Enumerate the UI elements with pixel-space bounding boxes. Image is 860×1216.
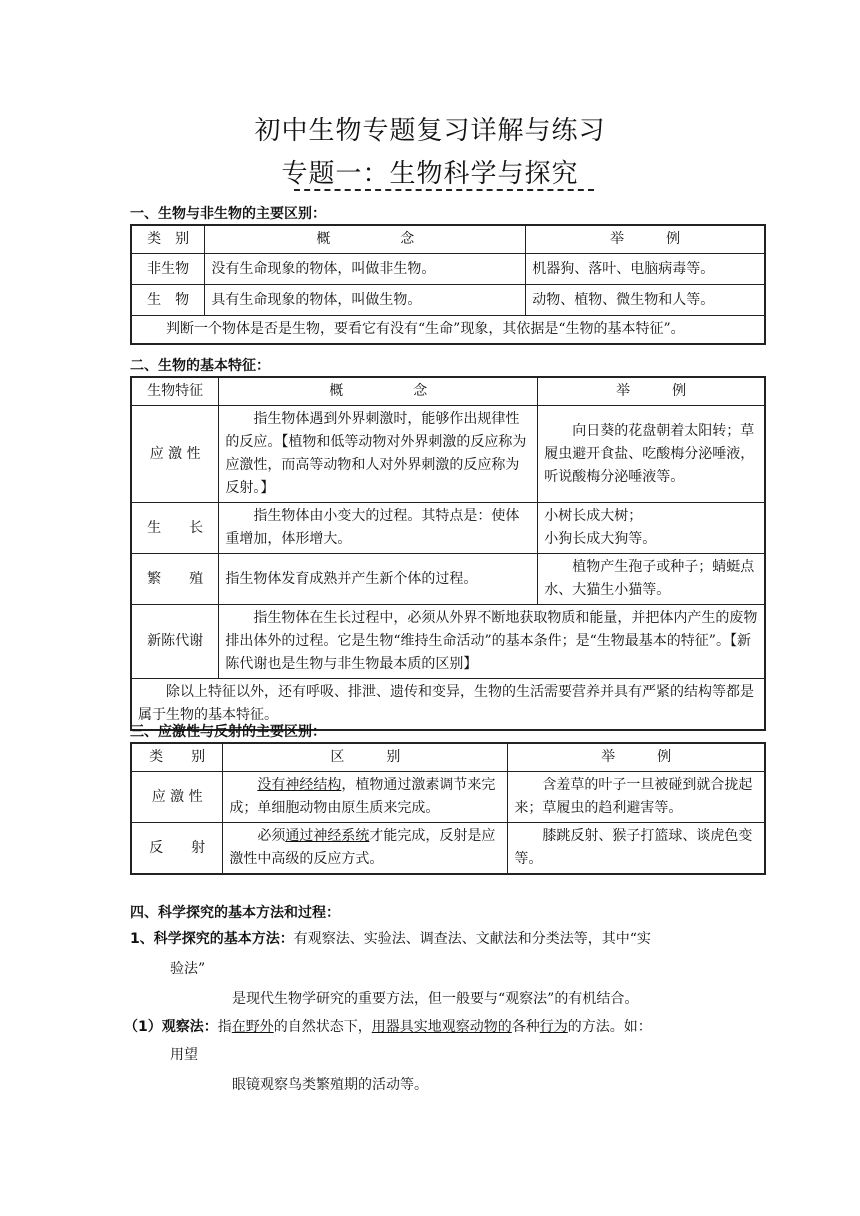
example-cell: 向日葵的花盘朝着太阳转；草履虫避开食盐、吃酸梅分泌唾液，听说酸梅分泌唾液等。 — [538, 406, 765, 503]
header-cell: 区 别 — [223, 743, 508, 772]
table-stress-vs-reflex — [130, 742, 766, 875]
table-row — [131, 605, 765, 679]
row-label: 繁 殖 — [131, 554, 219, 605]
underlined-term: 没有神经结构 — [257, 777, 342, 793]
difference-text: 才能完成，反射是应激性中高级的反应方式。 — [229, 828, 496, 867]
table-note-row — [131, 316, 765, 345]
underlined-term: 用器具实地观察动物的 — [371, 1019, 512, 1035]
concept-cell: 指生物体在生长过程中，必须从外界不断地获取物质和能量，并把体内产生的废物排出体外的过程。它是生物“维持生命活动”的基本条件；是“生物最基本的特征”。【新陈代谢也是生物与非生物最本质的区别】 — [219, 605, 765, 679]
row-label: 新陈代谢 — [131, 605, 219, 679]
difference-cell — [223, 772, 508, 823]
example-line: 小树长成大树； — [544, 508, 643, 524]
underlined-term: 在野外 — [231, 1019, 274, 1035]
note-cell: 判断一个物体是否是生物，要看它有没有“生命”现象，其依据是“生物的基本特征”。 — [131, 316, 765, 345]
header-cell: 举 例 — [526, 225, 765, 254]
section-4-heading: 四、科学探究的基本方法和过程： — [130, 905, 340, 921]
observation-continuation: 用望 — [170, 1047, 198, 1063]
document-title: 初中生物专题复习详解与练习 — [254, 116, 606, 146]
example-line: 小狗长成大狗等。 — [544, 531, 657, 547]
header-cell: 概 念 — [205, 225, 526, 254]
header-cell: 类 别 — [131, 743, 223, 772]
header-cell: 举 例 — [538, 377, 765, 406]
table-row — [131, 285, 765, 316]
observation-text: 各种 — [511, 1019, 540, 1035]
concept-cell: 没有生命现象的物体，叫做非生物。 — [205, 254, 526, 285]
table-header-row — [131, 225, 765, 254]
method-continuation: 验法” — [170, 961, 206, 977]
note-cell: 除以上特征以外，还有呼吸、排泄、遗传和变异，生物的生活需要营养并具有严紧的结构等都是属于生物的基本特征。 — [131, 679, 765, 731]
header-cell: 举 例 — [508, 743, 765, 772]
observation-paragraph — [124, 1016, 754, 1038]
document-subtitle: 专题一：生物科学与探究 — [281, 159, 579, 189]
concept-cell: 指生物体遇到外界刺激时，能够作出规律性的反应。【植物和低等动物对外界刺激的反应称为应激性，而高等动物和人对外界刺激的反应称为反射。】 — [219, 406, 538, 503]
method-paragraph — [130, 928, 750, 950]
method-label: 1、科学探究的基本方法： — [130, 931, 294, 947]
table-row — [131, 823, 765, 875]
table-row — [131, 503, 765, 554]
underlined-term: 通过神经系统 — [285, 828, 370, 844]
subtitle-dashed-underline — [294, 189, 594, 191]
row-label: 生 长 — [131, 503, 219, 554]
section-2-heading: 二、生物的基本特征： — [130, 358, 270, 374]
method-line-2: 是现代生物学研究的重要方法，但一般要与“观察法”的有机结合。 — [232, 991, 639, 1007]
concept-cell: 具有生命现象的物体，叫做生物。 — [205, 285, 526, 316]
table-living-vs-nonliving — [130, 224, 766, 345]
table-basic-features — [130, 376, 766, 731]
observation-text: 的方法。如： — [567, 1019, 652, 1035]
row-label: 应 激 性 — [131, 406, 219, 503]
header-cell: 生物特征 — [131, 377, 219, 406]
row-label: 反 射 — [131, 823, 223, 875]
observation-line-2: 眼镜观察鸟类繁殖期的活动等。 — [232, 1077, 428, 1093]
observation-text: 的自然状态下， — [273, 1019, 372, 1035]
difference-cell — [223, 823, 508, 875]
difference-text: 必须 — [257, 828, 286, 844]
concept-cell: 指生物体发育成熟并产生新个体的过程。 — [219, 554, 538, 605]
concept-cell: 指生物体由小变大的过程。其特点是：使体重增加，体形增大。 — [219, 503, 538, 554]
table-row — [131, 406, 765, 503]
table-row — [131, 254, 765, 285]
table-row — [131, 554, 765, 605]
example-cell: 膝跳反射、猴子打篮球、谈虎色变等。 — [508, 823, 765, 875]
example-cell: 植物产生孢子或种子；蜻蜓点水、大猫生小猫等。 — [538, 554, 765, 605]
example-cell: 机器狗、落叶、电脑病毒等。 — [526, 254, 765, 285]
table-row — [131, 772, 765, 823]
header-cell: 类 别 — [131, 225, 205, 254]
row-label: 应 激 性 — [131, 772, 223, 823]
section-3-heading: 三、应激性与反射的主要区别： — [130, 724, 326, 740]
row-label: 非生物 — [131, 254, 205, 285]
section-1-heading: 一、生物与非生物的主要区别： — [130, 206, 326, 222]
row-label: 生 物 — [131, 285, 205, 316]
observation-label: （1）观察法： — [124, 1019, 218, 1035]
example-cell: 动物、植物、微生物和人等。 — [526, 285, 765, 316]
underlined-term: 行为 — [539, 1019, 568, 1035]
observation-text: 指 — [217, 1019, 232, 1035]
difference-text: ，植物通过激素调节来完成；单细胞动物由原生质来完成。 — [229, 777, 496, 816]
table-header-row — [131, 743, 765, 772]
example-cell — [538, 503, 765, 554]
example-cell: 含羞草的叶子一旦被碰到就合拢起来；草履虫的趋利避害等。 — [508, 772, 765, 823]
header-cell: 概 念 — [219, 377, 538, 406]
method-text: 有观察法、实验法、调查法、文献法和分类法等，其中“实 — [293, 931, 651, 947]
table-header-row — [131, 377, 765, 406]
